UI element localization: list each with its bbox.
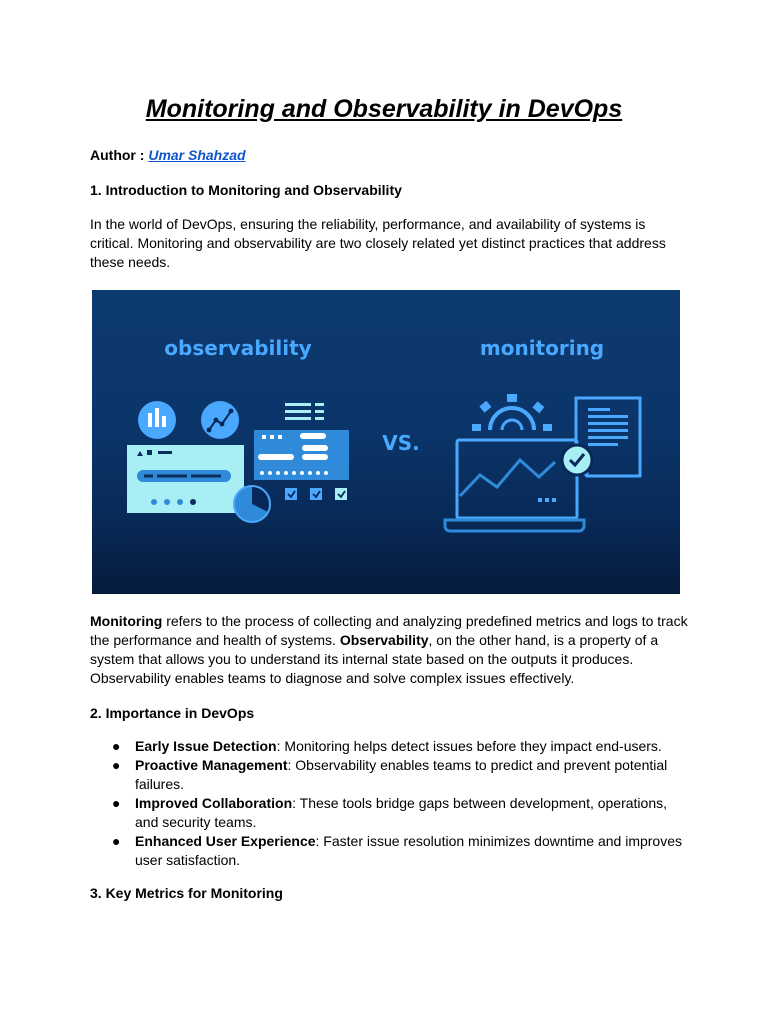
observability-label: observability xyxy=(164,336,312,360)
dashboard-panel-icon xyxy=(254,430,349,480)
list-item xyxy=(90,737,690,756)
monitoring-definition: refers to the process of collecting and analyzing predefined metrics and logs to track the performance and health of systems. xyxy=(90,613,688,648)
line-graph-icon xyxy=(201,401,239,439)
bullet-text: : Observability enables teams to predict and prevent potential failures. xyxy=(135,757,668,792)
check-badge-icon xyxy=(562,445,592,475)
menu-lines-icon xyxy=(285,403,324,420)
observability-vs-monitoring-illustration xyxy=(92,290,680,594)
bullet-icon: ● xyxy=(112,757,121,773)
bullet-icon: ● xyxy=(112,738,121,754)
bullet-term: Improved Collaboration xyxy=(135,795,293,811)
observability-definition: , on the other hand, is a property of a system that allows you to understand its internal state based on the outputs it produces. Observability enables teams to diagnose and solve complex issues effectively. xyxy=(90,632,659,686)
gear-icon xyxy=(472,394,552,431)
bullet-term: Early Issue Detection xyxy=(135,738,277,754)
document-title: Monitoring and Observability in DevOps xyxy=(145,95,623,123)
section-heading-intro: 1. Introduction to Monitoring and Observability xyxy=(90,182,402,198)
bullet-term: Proactive Management xyxy=(135,757,288,773)
author-label: Author : xyxy=(90,147,145,163)
pie-chart-icon xyxy=(234,486,270,522)
observability-term: Observability xyxy=(339,632,429,648)
definition-paragraph xyxy=(90,612,690,688)
checkbox-row-icon xyxy=(285,488,347,500)
monitoring-label: monitoring xyxy=(479,336,605,360)
section-heading-key-metrics: 3. Key Metrics for Monitoring xyxy=(90,885,283,901)
section-heading-importance: 2. Importance in DevOps xyxy=(90,705,255,721)
bullet-icon: ● xyxy=(112,833,121,849)
bullet-text: : Monitoring helps detect issues before they impact end-users. xyxy=(276,738,662,754)
list-item xyxy=(90,756,690,794)
bullet-term: Enhanced User Experience xyxy=(135,833,316,849)
author-line xyxy=(90,146,246,165)
list-item xyxy=(90,794,690,832)
bullet-text: : These tools bridge gaps between development, operations, and security teams. xyxy=(135,795,668,830)
intro-paragraph: In the world of DevOps, ensuring the reliability, performance, and availability of systems is critical. Monitoring and observability are two closely related yet distinct practices that address these needs. xyxy=(90,216,666,270)
bar-chart-icon xyxy=(138,401,176,439)
bullet-text: : Faster issue resolution minimizes downtime and improves user satisfaction. xyxy=(135,833,683,868)
vs-label: VS. xyxy=(382,431,420,455)
list-item xyxy=(90,832,690,870)
bullet-icon: ● xyxy=(112,795,121,811)
monitoring-term: Monitoring xyxy=(90,613,163,629)
author-link[interactable]: Umar Shahzad xyxy=(148,147,246,163)
importance-list xyxy=(90,737,690,870)
search-card-icon xyxy=(127,445,244,513)
